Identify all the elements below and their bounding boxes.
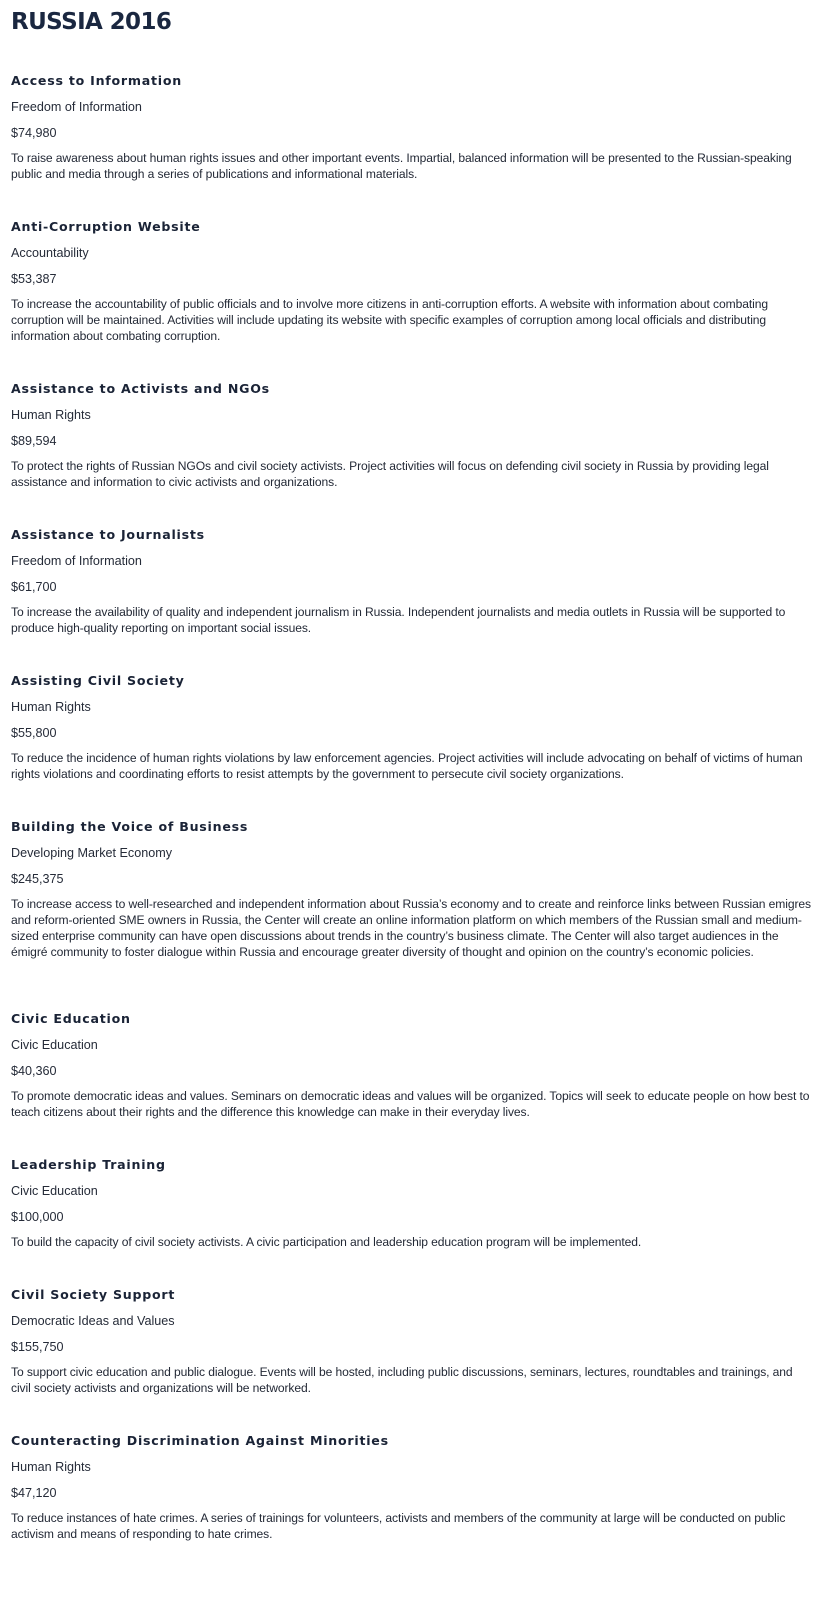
grant-category: Developing Market Economy [11,846,172,860]
grant-title: Building the Voice of Business [11,819,249,834]
grant-category: Human Rights [11,1460,91,1474]
grant-category: Human Rights [11,700,91,714]
grant-entry [11,672,819,782]
grant-amount: $155,750 [11,1340,64,1354]
grant-category: Democratic Ideas and Values [11,1314,175,1328]
grant-category: Freedom of Information [11,554,142,568]
page-content [11,0,819,1541]
grant-entry [11,1156,819,1250]
grant-title: Anti-Corruption Website [11,219,201,234]
grant-entry [11,218,819,344]
grant-title: Assistance to Journalists [11,527,205,542]
grant-category: Freedom of Information [11,100,142,114]
grant-title: Access to Information [11,73,182,88]
grant-description: To build the capacity of civil society activists. A civic participation and leadership education program will be implemented. [11,1235,642,1249]
grant-entry [11,1286,819,1396]
grant-entry [11,526,819,636]
grant-title: Civic Education [11,1011,131,1026]
grant-category: Civic Education [11,1038,98,1052]
grant-amount: $47,120 [11,1486,57,1500]
grant-entry [11,1432,819,1542]
grant-title: Assistance to Activists and NGOs [11,381,270,396]
grant-title: Counteracting Discrimination Against Minorities [11,1433,389,1448]
grant-entry [11,1010,819,1120]
grant-amount: $61,700 [11,580,57,594]
grant-description: To reduce instances of hate crimes. A series of trainings for volunteers, activists and members of the community at large will be conducted on public activism and means of responding to hate crimes. [11,1511,786,1541]
grant-amount: $53,387 [11,272,57,286]
grant-amount: $89,594 [11,434,57,448]
grant-description: To increase the accountability of public officials and to involve more citizens in anti-corruption efforts. A website with information about combating corruption will be maintained. Activities will include updating its website with specific examples of corruption among local officials and distributing information about combating corruption. [11,297,768,343]
grant-description: To increase the availability of quality and independent journalism in Russia. Independent journalists and media outlets in Russia will be supported to produce high-quality reporting on important social issues. [11,605,786,635]
grant-amount: $74,980 [11,126,57,140]
grant-description: To raise awareness about human rights issues and other important events. Impartial, balanced information will be presented to the Russian-speaking public and media through a series of publications and informational materials. [11,151,792,181]
page-title: RUSSIA 2016 [11,9,172,35]
grant-category: Civic Education [11,1184,98,1198]
grant-title: Assisting Civil Society [11,673,185,688]
grant-description: To reduce the incidence of human rights violations by law enforcement agencies. Project activities will include advocating on behalf of victims of human rights violations and coordinating efforts to resist attempts by the government to persecute civil society organizations. [11,751,803,781]
grant-entry [11,72,819,182]
grant-amount: $55,800 [11,726,57,740]
grant-entry [11,818,819,960]
grant-entry [11,380,819,490]
grant-amount: $100,000 [11,1210,64,1224]
grant-category: Accountability [11,246,89,260]
grant-description: To increase access to well-researched and independent information about Russia’s economy and to create and reinforce links between Russian emigres and reform-oriented SME owners in Russia, the Center will create an online information platform on which members of the Russian small and medium-sized enterprise community can have open discussions about trends in the country’s business climate. The Center will also target audiences in the émigré community to foster dialogue within Russia and encourage greater diversity of thought and opinion on the country’s economic policies. [11,897,811,959]
grant-title: Leadership Training [11,1157,166,1172]
grant-title: Civil Society Support [11,1287,176,1302]
grant-amount: $40,360 [11,1064,57,1078]
grant-description: To protect the rights of Russian NGOs and civil society activists. Project activities will focus on defending civil society in Russia by providing legal assistance and information to civic activists and organizations. [11,459,769,489]
grant-category: Human Rights [11,408,91,422]
grant-description: To support civic education and public dialogue. Events will be hosted, including public discussions, seminars, lectures, roundtables and trainings, and civil society activists and organizations will be networked. [11,1365,793,1395]
grant-amount: $245,375 [11,872,64,886]
grant-description: To promote democratic ideas and values. Seminars on democratic ideas and values will be organized. Topics will seek to educate people on how best to teach citizens about their rights and the difference this knowledge can make in their everyday lives. [11,1089,810,1119]
